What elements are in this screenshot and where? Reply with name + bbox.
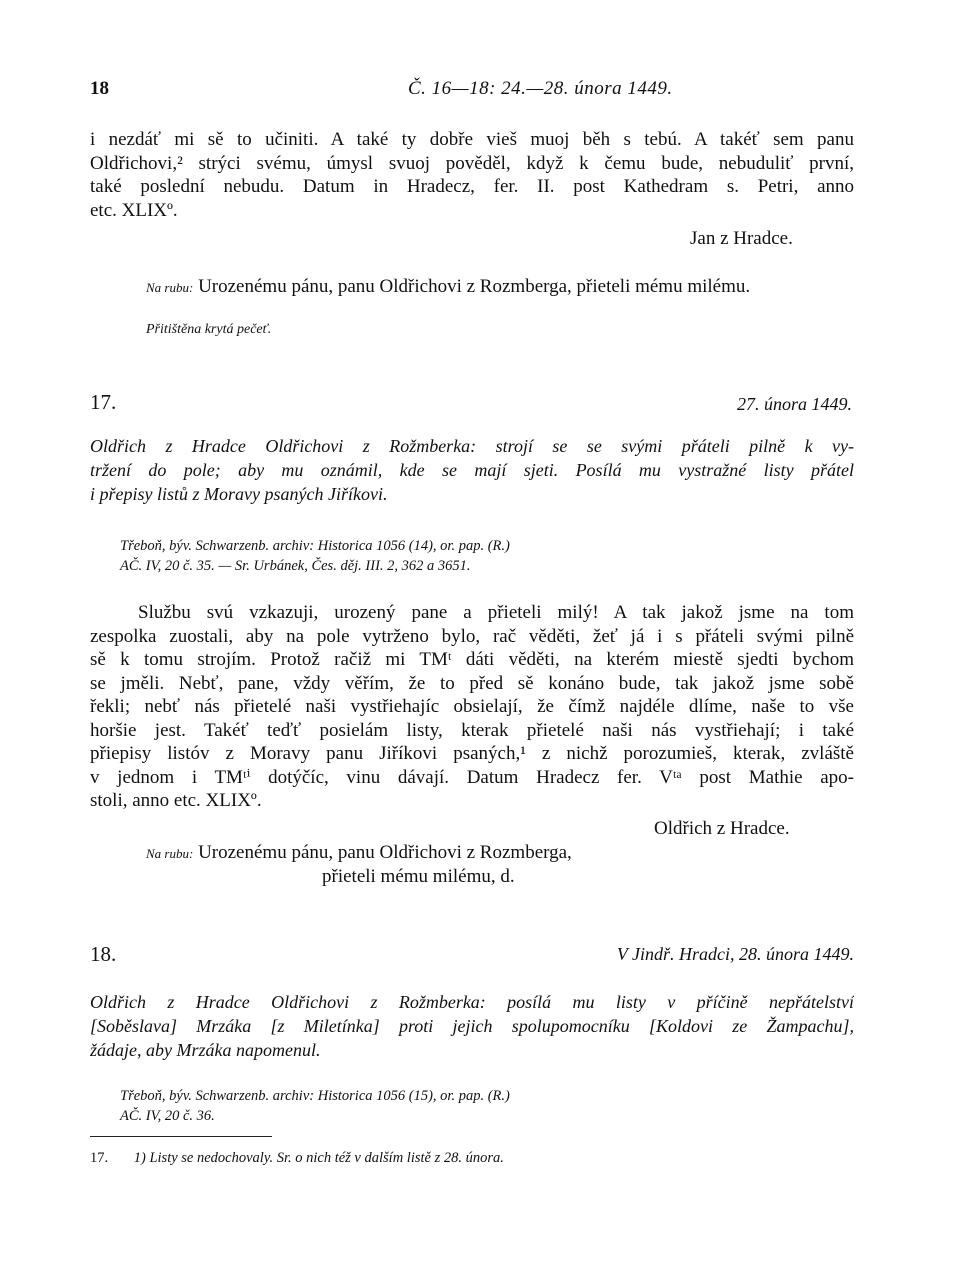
archive-line: AČ. IV, 20 č. 35. — Sr. Urbánek, Čes. děj. III. 2, 362 a 3651. bbox=[120, 558, 471, 574]
text-line: horšie jest. Takéť teďť posielám listy, kterak přietelé naši nás vystřiehají; i také bbox=[90, 719, 854, 741]
text-line: přiepisy listóv z Moravy panu Jiříkovi psaných,¹ z nichž porozumieš, kterak, zvláště bbox=[90, 743, 854, 764]
doc17-signature: Oldřich z Hradce. bbox=[654, 818, 790, 839]
footnote-text: 1) Listy se nedochovaly. Sr. o nich též v dalším listě z 28. února. bbox=[133, 1150, 504, 1166]
doc18-number: 18. bbox=[90, 942, 117, 966]
address-label: Na rubu: bbox=[146, 280, 194, 295]
doc16-signature: Jan z Hradce. bbox=[690, 228, 793, 249]
archive-line: AČ. IV, 20 č. 36. bbox=[120, 1108, 215, 1124]
seal-note: Přitištěna krytá pečeť. bbox=[146, 322, 272, 337]
doc17-regest bbox=[90, 434, 854, 506]
doc16-address bbox=[146, 276, 750, 298]
text-line: etc. XLIXº. bbox=[90, 199, 178, 221]
regest-line: Oldřich z Hradce Oldřichovi z Rožmberka: strojí se se svými přáteli pilně k vy- bbox=[90, 436, 854, 456]
doc18-archive bbox=[120, 1086, 510, 1126]
text-line: také poslední nebudu. Datum in Hradecz, fer. II. post Kathedram s. Petri, anno bbox=[90, 176, 854, 197]
doc18-regest bbox=[90, 990, 854, 1062]
text-line: v jednom i TMᵗⁱ dotýčíc, vinu dávají. Datum Hradecz fer. Vᵗᵃ post Mathie apo- bbox=[90, 766, 854, 788]
text-line: se jměli. Nebť, pane, vždy věřím, že to před sě konáno bude, tak jakož jsme sobě bbox=[90, 672, 854, 694]
doc17-address bbox=[146, 842, 572, 864]
page-number: 18 bbox=[90, 78, 109, 99]
footnote-divider bbox=[90, 1136, 272, 1137]
footnote-number: 17. bbox=[90, 1150, 109, 1166]
doc17-body bbox=[90, 601, 854, 813]
archive-line: Třeboň, býv. Schwarzenb. archiv: Historica 1056 (14), or. pap. (R.) bbox=[120, 538, 510, 554]
address-label: Na rubu: bbox=[146, 846, 194, 861]
archive-line: Třeboň, býv. Schwarzenb. archiv: Historica 1056 (15), or. pap. (R.) bbox=[120, 1088, 510, 1104]
regest-line: Oldřich z Hradce Oldřichovi z Rožmberka: posílá mu listy v příčině nepřátelství bbox=[90, 992, 854, 1012]
text-line: řekli; nebť nás přietelé naši vystřiehajíc obsielají, že čímž najdéle dlíme, naše to vše bbox=[90, 696, 854, 717]
regest-line: žádaje, aby Mrzáka napomenul. bbox=[90, 1040, 321, 1060]
doc16-text bbox=[90, 128, 854, 222]
regest-line: tržení do pole; aby mu oznámil, kde se mají sjeti. Posílá mu vystražné listy přátel bbox=[90, 460, 854, 480]
text-line: stoli, anno etc. XLIXº. bbox=[90, 790, 262, 811]
text-line: Oldřichovi,² strýci svému, úmysl svuoj pověděl, když k čemu bude, nebuduliť první, bbox=[90, 152, 854, 174]
text-line: sě k tomu strojím. Protož račiž mi TMᵗ dáti věděti, na kterém miestě sjedti bychom bbox=[90, 649, 854, 670]
doc17-archive bbox=[120, 536, 510, 576]
text-line: Službu svú vzkazuji, urozený pane a přieteli milý! A tak jakož jsme na tom bbox=[138, 602, 854, 623]
regest-line: i přepisy listů z Moravy psaných Jiříkovi. bbox=[90, 484, 388, 504]
doc17-address-line2: přieteli mému milému, d. bbox=[322, 866, 515, 887]
doc17-number: 17. bbox=[90, 390, 117, 414]
address-text: Urozenému pánu, panu Oldřichovi z Rozmberga, přieteli mému milému. bbox=[198, 276, 751, 297]
text-line: i nezdáť mi sě to učiniti. A také ty dobře vieš muoj běh s tebú. A takéť sem panu bbox=[90, 129, 854, 150]
regest-line: [Soběslava] Mrzáka [z Miletínka] proti jejich spolupomocníku [Koldovi ze Žampachu], bbox=[90, 1016, 854, 1036]
running-header bbox=[90, 78, 856, 108]
footnote bbox=[90, 1150, 504, 1167]
running-head-title: Č. 16—18: 24.—28. února 1449. bbox=[408, 78, 673, 99]
address-text: Urozenému pánu, panu Oldřichovi z Rozmberga, bbox=[198, 842, 572, 863]
doc17-date: 27. února 1449. bbox=[736, 394, 852, 414]
doc18-date: V Jindř. Hradci, 28. února 1449. bbox=[616, 944, 854, 964]
text-line: zespolka zuostali, aby na pole vytrženo bylo, rač věděti, žeť já i s přáteli svými pilně bbox=[90, 625, 854, 647]
